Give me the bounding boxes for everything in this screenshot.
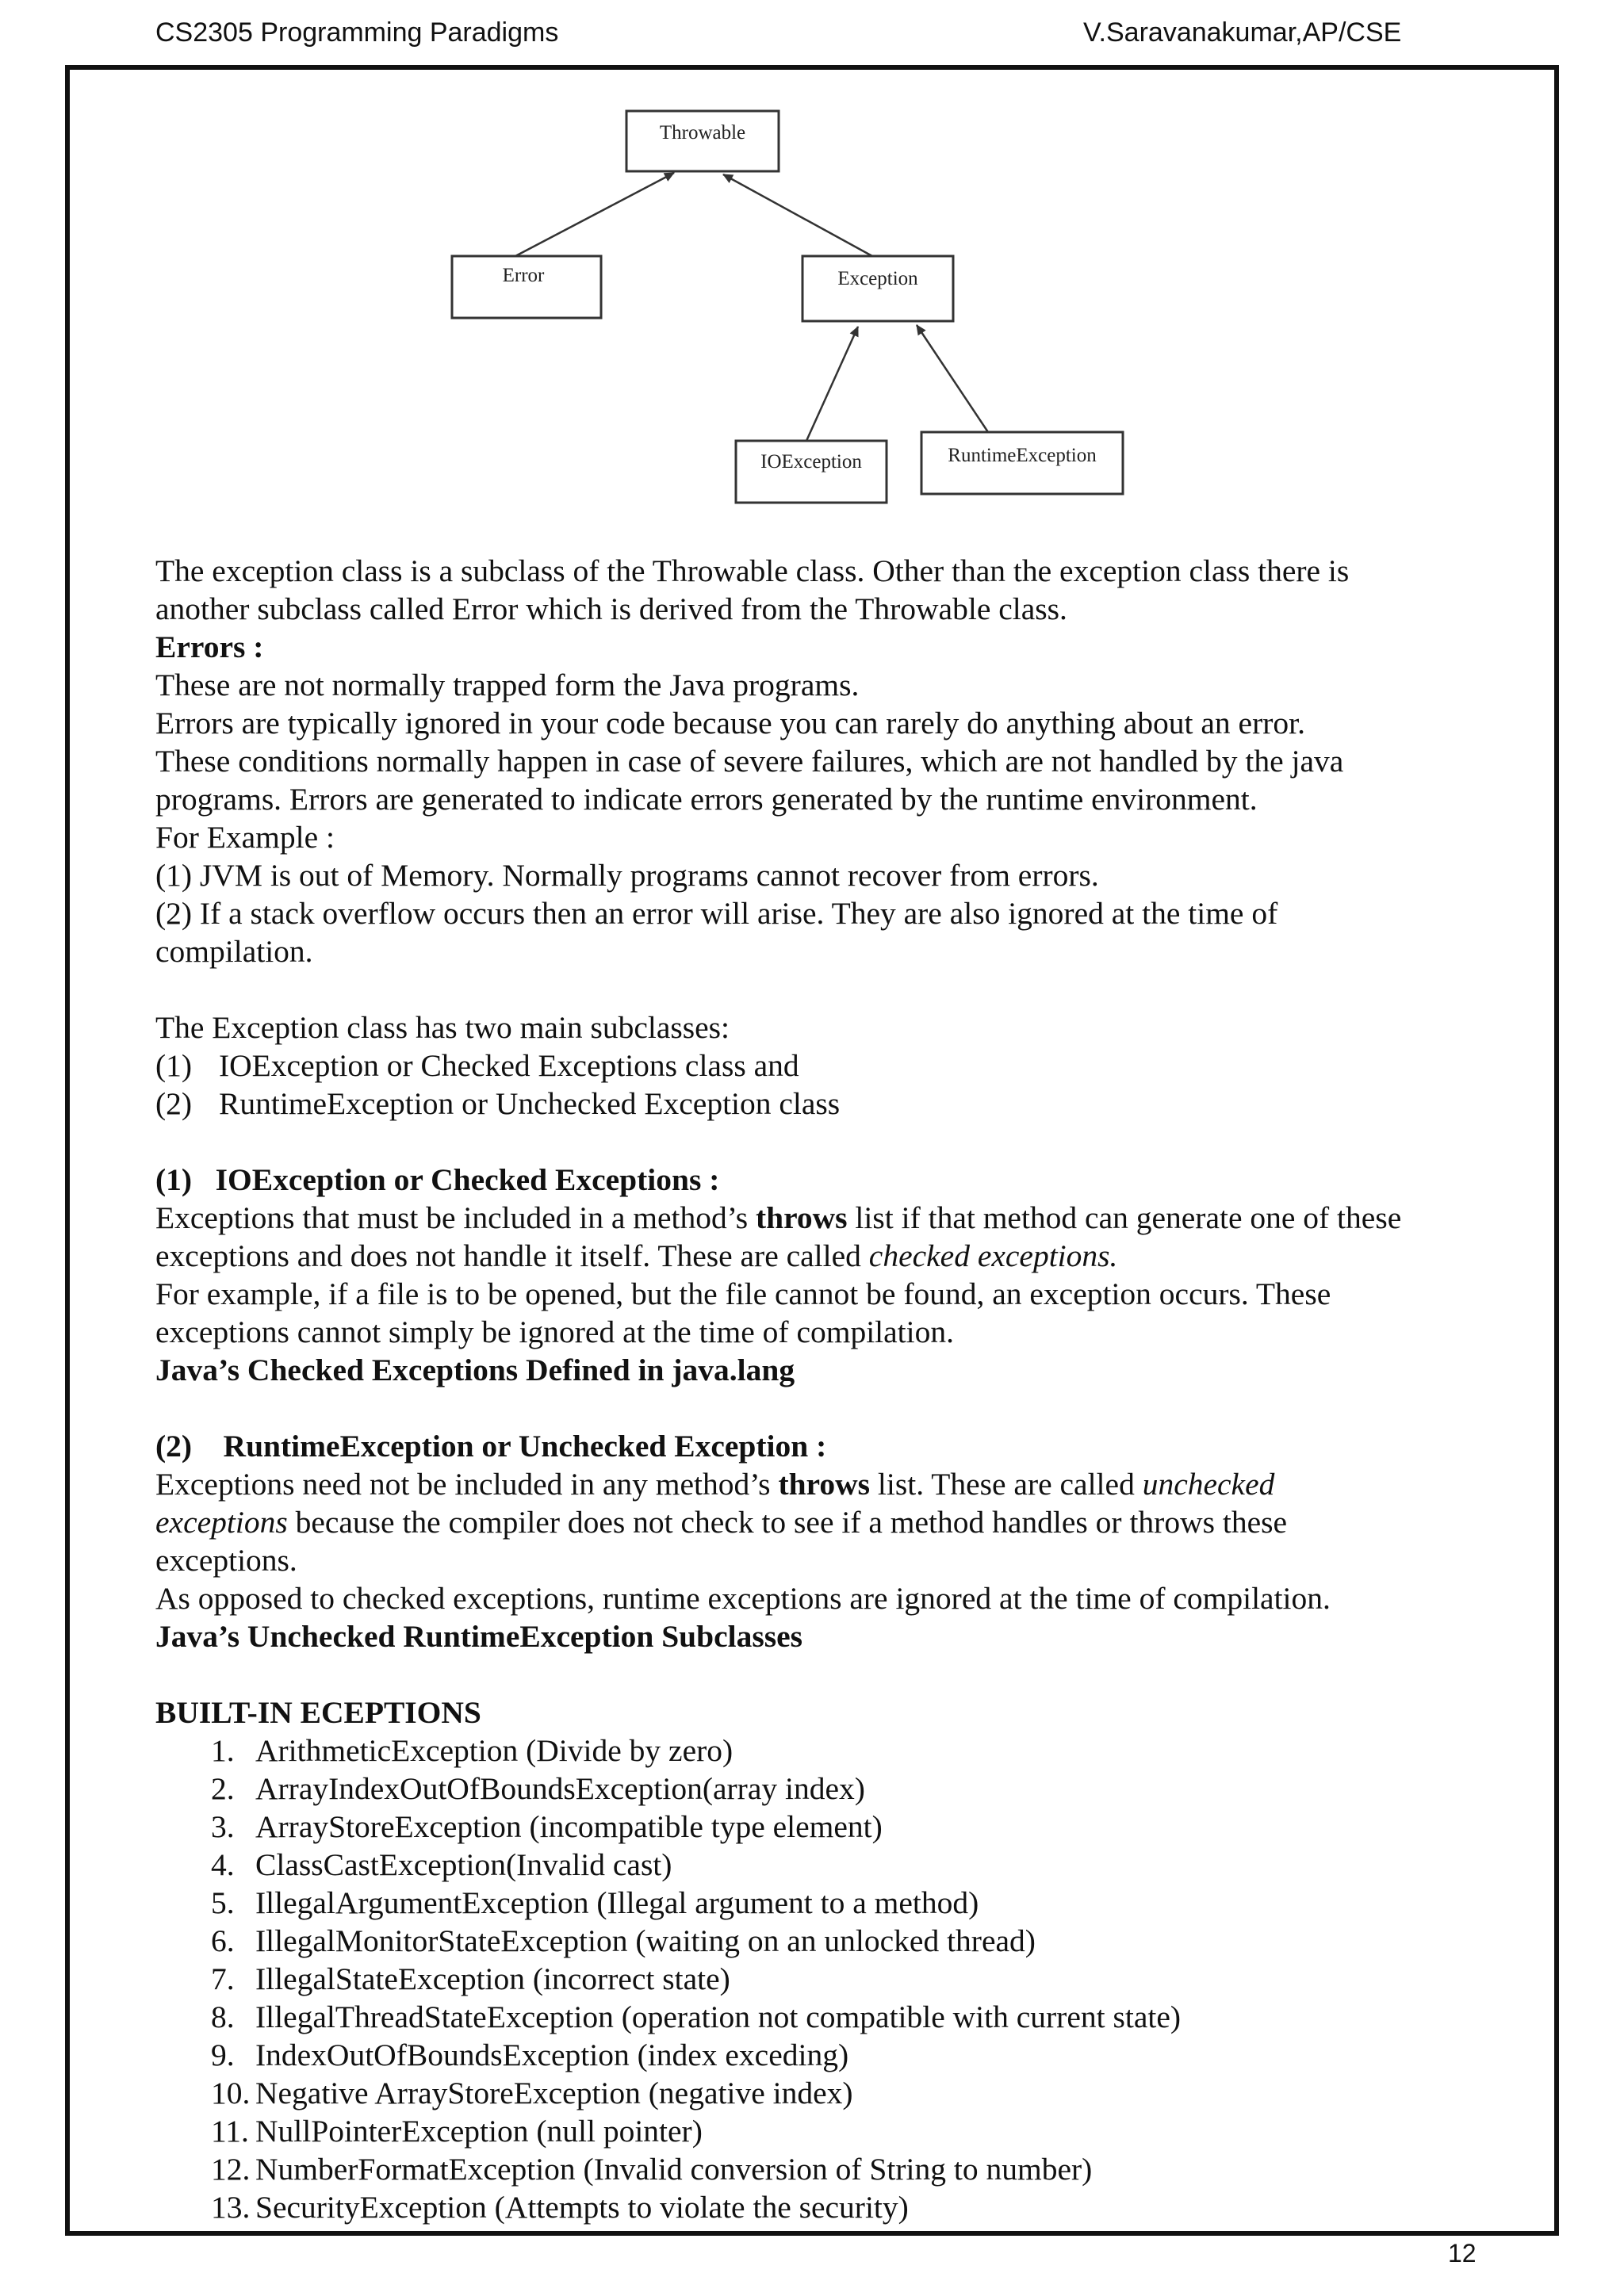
edge-runtimeexception-exception — [917, 325, 990, 434]
list-item-number: 11. — [211, 2114, 249, 2149]
list-item-text: NumberFormatException (Invalid conversion of String to number) — [255, 2152, 1093, 2187]
errors-line-4: programs. Errors are generated to indicate errors generated by the runtime environment. — [155, 782, 1258, 817]
list-item — [211, 1808, 1503, 1846]
errors-line-1: These are not normally trapped form the Java programs. — [155, 668, 860, 702]
list-item-number: 5. — [211, 1885, 235, 1920]
list-item-text: ArrayIndexOutOfBoundsException(array index) — [255, 1771, 865, 1806]
throws-keyword: throws — [778, 1467, 871, 1502]
errors-line-3: These conditions normally happen in case of severe failures, which are not handled by the java — [155, 744, 1344, 779]
exception-hierarchy-diagram — [0, 0, 1624, 539]
intro-line-1: The exception class is a subclass of the Throwable class. Other than the exception class there is — [155, 553, 1350, 588]
list-item — [211, 1884, 1503, 1922]
unchecked-term: unchecked — [1142, 1467, 1275, 1502]
checked-text: list if that method can generate one of these — [847, 1200, 1402, 1235]
intro-line-2: another subclass called Error which is derived from the Throwable class. — [155, 591, 1067, 626]
unchecked-subclasses-heading: Java’s Unchecked RuntimeException Subclasses — [155, 1619, 803, 1654]
node-ioexception-label: IOException — [760, 451, 862, 473]
unchecked-line-2 — [155, 1503, 1503, 1541]
list-item — [211, 1732, 1503, 1770]
list-item-number: 12. — [211, 2152, 251, 2187]
list-item-number: 4. — [211, 1847, 235, 1882]
unchecked-text: because the compiler does not check to see if a method handles or throws these — [287, 1505, 1287, 1540]
list-item-text: ClassCastException(Invalid cast) — [255, 1847, 672, 1882]
throws-keyword: throws — [755, 1200, 848, 1235]
list-item — [211, 1922, 1503, 1960]
example-2-line-1: (2) If a stack overflow occurs then an error will arise. They are also ignored at the time of — [155, 896, 1278, 931]
checked-text: Exceptions that must be included in a method’s — [155, 1200, 756, 1235]
list-item — [211, 2150, 1503, 2188]
checked-line-4: exceptions cannot simply be ignored at the time of compilation. — [155, 1314, 954, 1349]
list-item-number: 1. — [211, 1733, 235, 1768]
subclass-number: (2) — [155, 1086, 193, 1121]
list-item-text: SecurityException (Attempts to violate the security) — [255, 2190, 909, 2225]
subclass-text: RuntimeException or Unchecked Exception class — [219, 1086, 841, 1121]
list-item-text: IllegalMonitorStateException (waiting on an unlocked thread) — [255, 1923, 1036, 1958]
list-item-text: ArithmeticException (Divide by zero) — [255, 1733, 733, 1768]
edge-exception-throwable — [723, 174, 872, 256]
node-exception-label: Exception — [837, 268, 918, 289]
builtin-exceptions-list — [155, 1732, 1503, 2226]
node-throwable-label: Throwable — [659, 122, 746, 144]
list-item-text: IllegalArgumentException (Illegal argument to a method) — [255, 1885, 979, 1920]
errors-line-2: Errors are typically ignored in your code because you can rarely do anything about an error. — [155, 706, 1305, 740]
checked-exceptions-term: checked exceptions. — [868, 1238, 1118, 1273]
header-course-title: CS2305 Programming Paradigms — [155, 17, 559, 48]
unchecked-text: Exceptions need not be included in any method’s — [155, 1467, 779, 1502]
checked-defined-heading: Java’s Checked Exceptions Defined in java.lang — [155, 1353, 795, 1387]
list-item — [211, 1960, 1503, 1998]
list-item-number: 2. — [211, 1771, 235, 1806]
edge-error-throwable — [515, 173, 674, 256]
list-item-text: IllegalThreadStateException (operation not compatible with current state) — [255, 1999, 1182, 2034]
example-1: (1) JVM is out of Memory. Normally programs cannot recover from errors. — [155, 858, 1099, 893]
list-item-text: NullPointerException (null pointer) — [255, 2114, 703, 2149]
checked-heading: (1) IOException or Checked Exceptions : — [155, 1162, 720, 1197]
list-item — [211, 2112, 1503, 2150]
node-error-label: Error — [502, 265, 545, 286]
list-item-text: IllegalStateException (incorrect state) — [255, 1961, 730, 1996]
list-item — [211, 2036, 1503, 2074]
unchecked-line-1 — [155, 1465, 1503, 1503]
checked-line-3: For example, if a file is to be opened, but the file cannot be found, an exception occurs. These — [155, 1276, 1331, 1311]
checked-line-1 — [155, 1199, 1503, 1237]
subclasses-intro: The Exception class has two main subclasses: — [155, 1010, 730, 1045]
list-item-number: 6. — [211, 1923, 235, 1958]
unchecked-line-3: exceptions. — [155, 1543, 297, 1578]
errors-heading: Errors : — [155, 629, 264, 664]
subclass-item-2 — [155, 1085, 1503, 1123]
for-example-label: For Example : — [155, 820, 335, 855]
builtin-heading: BUILT-IN ECEPTIONS — [155, 1695, 481, 1730]
subclass-text: IOException or Checked Exceptions class and — [219, 1048, 799, 1083]
header-author: V.Saravanakumar,AP/CSE — [1083, 17, 1402, 48]
list-item — [211, 1998, 1503, 2036]
list-item-number: 10. — [211, 2076, 251, 2110]
example-2-line-2: compilation. — [155, 934, 313, 969]
list-item-text: IndexOutOfBoundsException (index exceding) — [255, 2038, 849, 2072]
list-item-number: 13. — [211, 2190, 251, 2225]
unchecked-text: list. These are called — [870, 1467, 1143, 1502]
list-item — [211, 1846, 1503, 1884]
unchecked-line-4: As opposed to checked exceptions, runtime exceptions are ignored at the time of compilation. — [155, 1581, 1331, 1616]
list-item-number: 3. — [211, 1809, 235, 1844]
list-item-number: 8. — [211, 1999, 235, 2034]
checked-text: exceptions and does not handle it itself. These are called — [155, 1238, 869, 1273]
unchecked-term: exceptions — [155, 1505, 288, 1540]
list-item-number: 7. — [211, 1961, 235, 1996]
checked-line-2 — [155, 1237, 1503, 1275]
list-item-number: 9. — [211, 2038, 235, 2072]
list-item-text: ArrayStoreException (incompatible type element) — [255, 1809, 883, 1844]
body-text — [155, 552, 1503, 2226]
node-runtimeexception-label: RuntimeException — [948, 445, 1097, 466]
edge-ioexception-exception — [806, 327, 858, 441]
subclass-item-1 — [155, 1047, 1503, 1085]
list-item-text: Negative ArrayStoreException (negative index) — [255, 2076, 853, 2110]
list-item — [211, 1770, 1503, 1808]
unchecked-heading: (2) RuntimeException or Unchecked Exception : — [155, 1429, 827, 1464]
subclass-number: (1) — [155, 1048, 193, 1083]
list-item — [211, 2188, 1503, 2226]
page-number: 12 — [1448, 2239, 1477, 2267]
list-item — [211, 2074, 1503, 2112]
